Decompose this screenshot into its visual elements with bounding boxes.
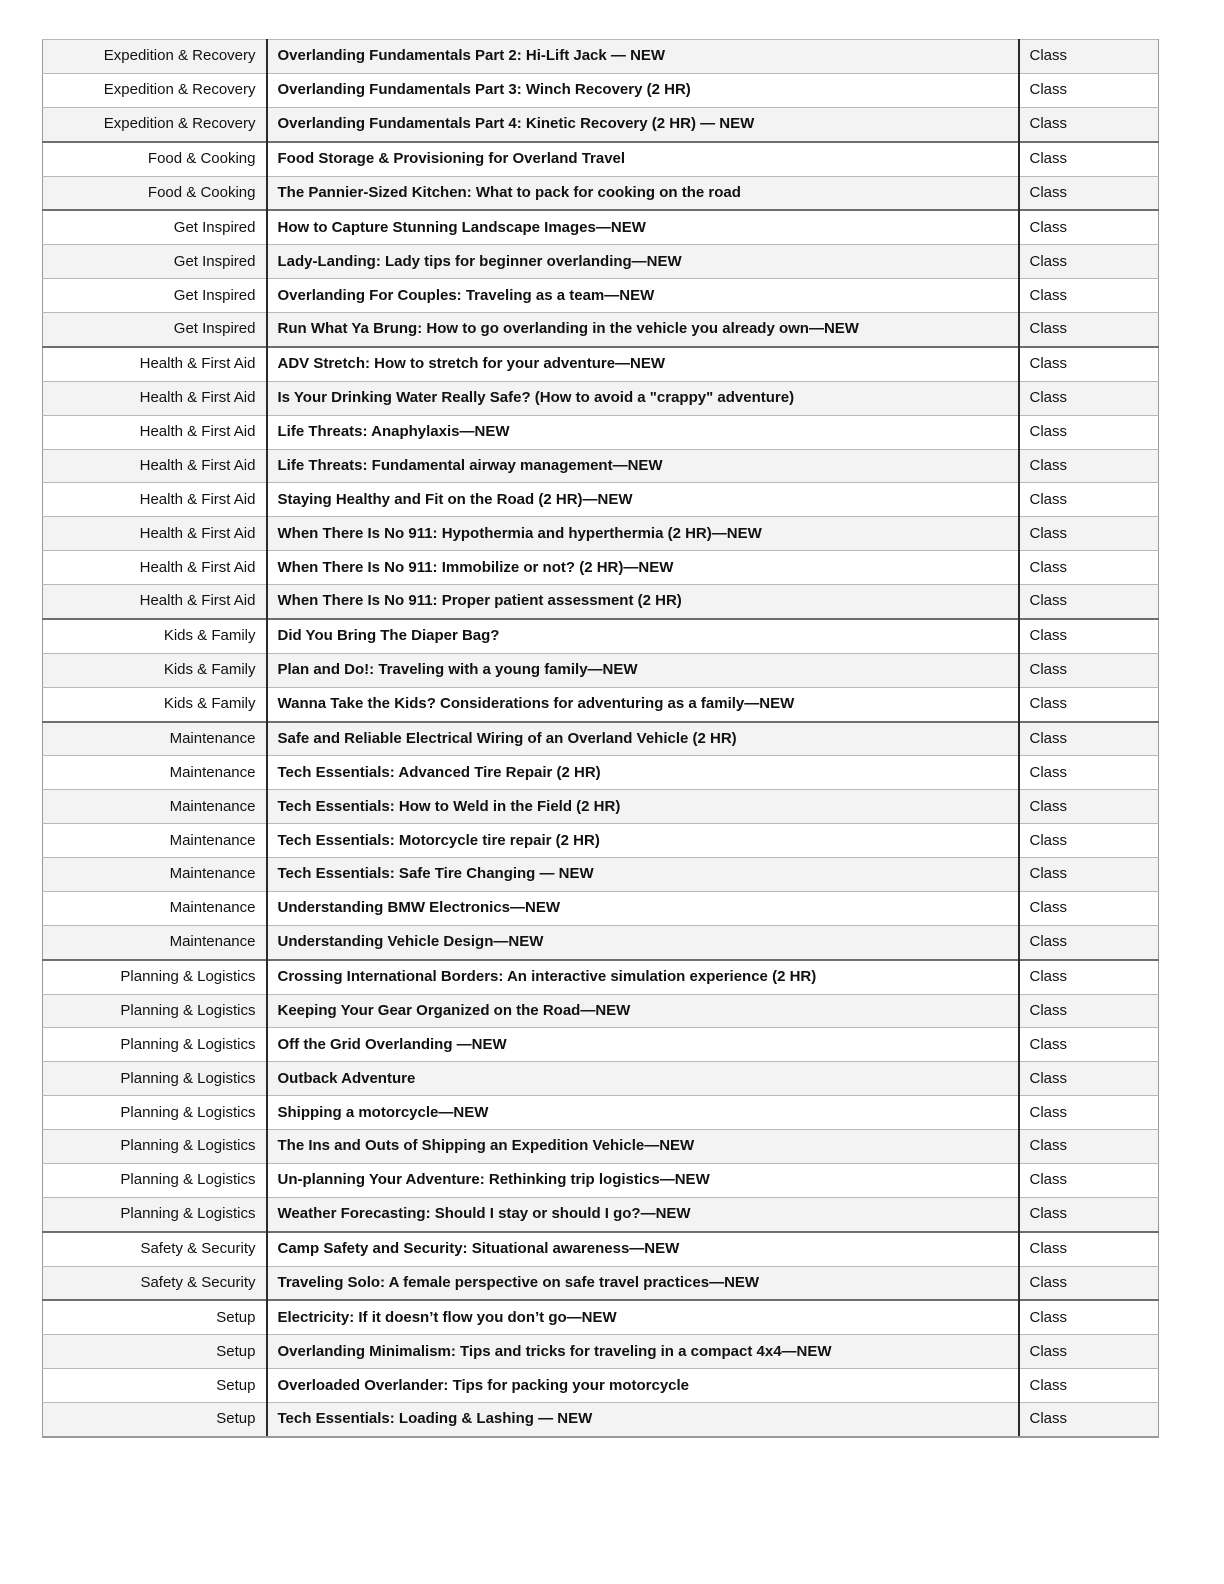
session-type-cell: Class — [1019, 1335, 1159, 1369]
table-row — [43, 790, 1159, 824]
session-type-cell: Class — [1019, 1300, 1159, 1334]
class-title-cell: Plan and Do!: Traveling with a young family—NEW — [267, 653, 1019, 687]
session-type-cell: Class — [1019, 1197, 1159, 1231]
table-row — [43, 824, 1159, 858]
session-type-cell: Class — [1019, 381, 1159, 415]
table-row — [43, 313, 1159, 347]
table-row — [43, 381, 1159, 415]
table-row — [43, 891, 1159, 925]
table-row — [43, 245, 1159, 279]
table-row — [43, 279, 1159, 313]
class-schedule-sheet — [42, 39, 1158, 1438]
category-cell: Planning & Logistics — [43, 1096, 267, 1130]
table-row — [43, 1130, 1159, 1164]
class-title-cell: Overloaded Overlander: Tips for packing your motorcycle — [267, 1369, 1019, 1403]
class-title-cell: Un-planning Your Adventure: Rethinking trip logistics—NEW — [267, 1163, 1019, 1197]
session-type-cell: Class — [1019, 245, 1159, 279]
class-title-cell: Tech Essentials: Motorcycle tire repair (2 HR) — [267, 824, 1019, 858]
class-title-cell: Shipping a motorcycle—NEW — [267, 1096, 1019, 1130]
session-type-cell: Class — [1019, 176, 1159, 210]
class-table — [42, 39, 1159, 1438]
class-title-cell: Weather Forecasting: Should I stay or should I go?—NEW — [267, 1197, 1019, 1231]
session-type-cell: Class — [1019, 517, 1159, 551]
session-type-cell: Class — [1019, 347, 1159, 381]
class-title-cell: Overlanding Fundamentals Part 4: Kinetic Recovery (2 HR) — NEW — [267, 107, 1019, 141]
session-type-cell: Class — [1019, 960, 1159, 994]
category-cell: Maintenance — [43, 722, 267, 756]
session-type-cell: Class — [1019, 653, 1159, 687]
session-type-cell: Class — [1019, 142, 1159, 176]
table-row — [43, 1369, 1159, 1403]
table-row — [43, 73, 1159, 107]
category-cell: Planning & Logistics — [43, 1130, 267, 1164]
class-title-cell: Keeping Your Gear Organized on the Road—NEW — [267, 994, 1019, 1028]
class-title-cell: Overlanding Fundamentals Part 2: Hi-Lift Jack — NEW — [267, 40, 1019, 74]
table-row — [43, 756, 1159, 790]
category-cell: Health & First Aid — [43, 585, 267, 619]
class-title-cell: Life Threats: Anaphylaxis—NEW — [267, 415, 1019, 449]
class-title-cell: Outback Adventure — [267, 1062, 1019, 1096]
class-title-cell: The Pannier-Sized Kitchen: What to pack for cooking on the road — [267, 176, 1019, 210]
table-row — [43, 925, 1159, 959]
session-type-cell: Class — [1019, 1062, 1159, 1096]
category-cell: Planning & Logistics — [43, 1163, 267, 1197]
session-type-cell: Class — [1019, 107, 1159, 141]
session-type-cell: Class — [1019, 1130, 1159, 1164]
session-type-cell: Class — [1019, 40, 1159, 74]
category-cell: Setup — [43, 1403, 267, 1437]
class-title-cell: Food Storage & Provisioning for Overland Travel — [267, 142, 1019, 176]
class-title-cell: Wanna Take the Kids? Considerations for adventuring as a family—NEW — [267, 687, 1019, 721]
class-title-cell: When There Is No 911: Hypothermia and hyperthermia (2 HR)—NEW — [267, 517, 1019, 551]
category-cell: Health & First Aid — [43, 517, 267, 551]
category-cell: Planning & Logistics — [43, 1062, 267, 1096]
category-cell: Health & First Aid — [43, 449, 267, 483]
session-type-cell: Class — [1019, 925, 1159, 959]
table-row — [43, 619, 1159, 653]
table-row — [43, 1163, 1159, 1197]
session-type-cell: Class — [1019, 449, 1159, 483]
category-cell: Get Inspired — [43, 210, 267, 244]
category-cell: Food & Cooking — [43, 176, 267, 210]
table-row — [43, 517, 1159, 551]
category-cell: Maintenance — [43, 756, 267, 790]
table-row — [43, 449, 1159, 483]
category-cell: Planning & Logistics — [43, 1028, 267, 1062]
category-cell: Health & First Aid — [43, 415, 267, 449]
table-row — [43, 1197, 1159, 1231]
class-title-cell: Lady-Landing: Lady tips for beginner overlanding—NEW — [267, 245, 1019, 279]
session-type-cell: Class — [1019, 585, 1159, 619]
table-row — [43, 551, 1159, 585]
class-title-cell: Overlanding Minimalism: Tips and tricks for traveling in a compact 4x4—NEW — [267, 1335, 1019, 1369]
session-type-cell: Class — [1019, 1232, 1159, 1266]
session-type-cell: Class — [1019, 687, 1159, 721]
class-title-cell: Tech Essentials: Loading & Lashing — NEW — [267, 1403, 1019, 1437]
table-row — [43, 960, 1159, 994]
class-title-cell: Tech Essentials: Safe Tire Changing — NEW — [267, 858, 1019, 892]
category-cell: Safety & Security — [43, 1232, 267, 1266]
table-row — [43, 1403, 1159, 1437]
class-title-cell: ADV Stretch: How to stretch for your adventure—NEW — [267, 347, 1019, 381]
category-cell: Planning & Logistics — [43, 994, 267, 1028]
session-type-cell: Class — [1019, 1266, 1159, 1300]
class-title-cell: Overlanding For Couples: Traveling as a team—NEW — [267, 279, 1019, 313]
session-type-cell: Class — [1019, 858, 1159, 892]
session-type-cell: Class — [1019, 824, 1159, 858]
category-cell: Health & First Aid — [43, 347, 267, 381]
category-cell: Maintenance — [43, 824, 267, 858]
category-cell: Setup — [43, 1369, 267, 1403]
category-cell: Kids & Family — [43, 687, 267, 721]
session-type-cell: Class — [1019, 313, 1159, 347]
table-row — [43, 1028, 1159, 1062]
class-title-cell: Understanding BMW Electronics—NEW — [267, 891, 1019, 925]
session-type-cell: Class — [1019, 619, 1159, 653]
session-type-cell: Class — [1019, 756, 1159, 790]
table-row — [43, 142, 1159, 176]
table-row — [43, 994, 1159, 1028]
class-title-cell: Electricity: If it doesn’t flow you don’t go—NEW — [267, 1300, 1019, 1334]
table-row — [43, 653, 1159, 687]
category-cell: Kids & Family — [43, 619, 267, 653]
category-cell: Expedition & Recovery — [43, 73, 267, 107]
category-cell: Maintenance — [43, 891, 267, 925]
table-row — [43, 347, 1159, 381]
table-row — [43, 1266, 1159, 1300]
category-cell: Food & Cooking — [43, 142, 267, 176]
category-cell: Safety & Security — [43, 1266, 267, 1300]
category-cell: Health & First Aid — [43, 381, 267, 415]
category-cell: Get Inspired — [43, 279, 267, 313]
table-row — [43, 687, 1159, 721]
class-title-cell: Off the Grid Overlanding —NEW — [267, 1028, 1019, 1062]
session-type-cell: Class — [1019, 891, 1159, 925]
category-cell: Setup — [43, 1335, 267, 1369]
table-row — [43, 1096, 1159, 1130]
class-title-cell: Crossing International Borders: An interactive simulation experience (2 HR) — [267, 960, 1019, 994]
category-cell: Get Inspired — [43, 313, 267, 347]
table-row — [43, 1062, 1159, 1096]
class-table-body — [43, 40, 1159, 1437]
class-title-cell: Safe and Reliable Electrical Wiring of an Overland Vehicle (2 HR) — [267, 722, 1019, 756]
table-row — [43, 1300, 1159, 1334]
category-cell: Maintenance — [43, 858, 267, 892]
table-row — [43, 585, 1159, 619]
session-type-cell: Class — [1019, 483, 1159, 517]
category-cell: Setup — [43, 1300, 267, 1334]
table-row — [43, 40, 1159, 74]
table-row — [43, 858, 1159, 892]
class-title-cell: Run What Ya Brung: How to go overlanding in the vehicle you already own—NEW — [267, 313, 1019, 347]
session-type-cell: Class — [1019, 73, 1159, 107]
category-cell: Get Inspired — [43, 245, 267, 279]
table-row — [43, 1335, 1159, 1369]
table-row — [43, 107, 1159, 141]
session-type-cell: Class — [1019, 1096, 1159, 1130]
class-title-cell: When There Is No 911: Immobilize or not? (2 HR)—NEW — [267, 551, 1019, 585]
class-title-cell: Overlanding Fundamentals Part 3: Winch Recovery (2 HR) — [267, 73, 1019, 107]
table-row — [43, 722, 1159, 756]
class-title-cell: Understanding Vehicle Design—NEW — [267, 925, 1019, 959]
class-title-cell: Staying Healthy and Fit on the Road (2 HR)—NEW — [267, 483, 1019, 517]
class-title-cell: Tech Essentials: How to Weld in the Field (2 HR) — [267, 790, 1019, 824]
category-cell: Planning & Logistics — [43, 1197, 267, 1231]
session-type-cell: Class — [1019, 1163, 1159, 1197]
class-title-cell: Tech Essentials: Advanced Tire Repair (2 HR) — [267, 756, 1019, 790]
class-title-cell: When There Is No 911: Proper patient assessment (2 HR) — [267, 585, 1019, 619]
class-title-cell: Traveling Solo: A female perspective on safe travel practices—NEW — [267, 1266, 1019, 1300]
category-cell: Expedition & Recovery — [43, 107, 267, 141]
session-type-cell: Class — [1019, 1403, 1159, 1437]
session-type-cell: Class — [1019, 722, 1159, 756]
category-cell: Planning & Logistics — [43, 960, 267, 994]
class-title-cell: How to Capture Stunning Landscape Images—NEW — [267, 210, 1019, 244]
class-title-cell: Camp Safety and Security: Situational awareness—NEW — [267, 1232, 1019, 1266]
table-row — [43, 176, 1159, 210]
class-title-cell: Life Threats: Fundamental airway management—NEW — [267, 449, 1019, 483]
table-row — [43, 1232, 1159, 1266]
session-type-cell: Class — [1019, 790, 1159, 824]
class-title-cell: The Ins and Outs of Shipping an Expedition Vehicle—NEW — [267, 1130, 1019, 1164]
session-type-cell: Class — [1019, 279, 1159, 313]
category-cell: Health & First Aid — [43, 483, 267, 517]
class-title-cell: Is Your Drinking Water Really Safe? (How to avoid a "crappy" adventure) — [267, 381, 1019, 415]
session-type-cell: Class — [1019, 210, 1159, 244]
table-row — [43, 210, 1159, 244]
category-cell: Maintenance — [43, 925, 267, 959]
session-type-cell: Class — [1019, 1369, 1159, 1403]
session-type-cell: Class — [1019, 551, 1159, 585]
session-type-cell: Class — [1019, 994, 1159, 1028]
class-title-cell: Did You Bring The Diaper Bag? — [267, 619, 1019, 653]
table-row — [43, 415, 1159, 449]
category-cell: Kids & Family — [43, 653, 267, 687]
table-row — [43, 483, 1159, 517]
session-type-cell: Class — [1019, 1028, 1159, 1062]
category-cell: Health & First Aid — [43, 551, 267, 585]
category-cell: Expedition & Recovery — [43, 40, 267, 74]
category-cell: Maintenance — [43, 790, 267, 824]
session-type-cell: Class — [1019, 415, 1159, 449]
